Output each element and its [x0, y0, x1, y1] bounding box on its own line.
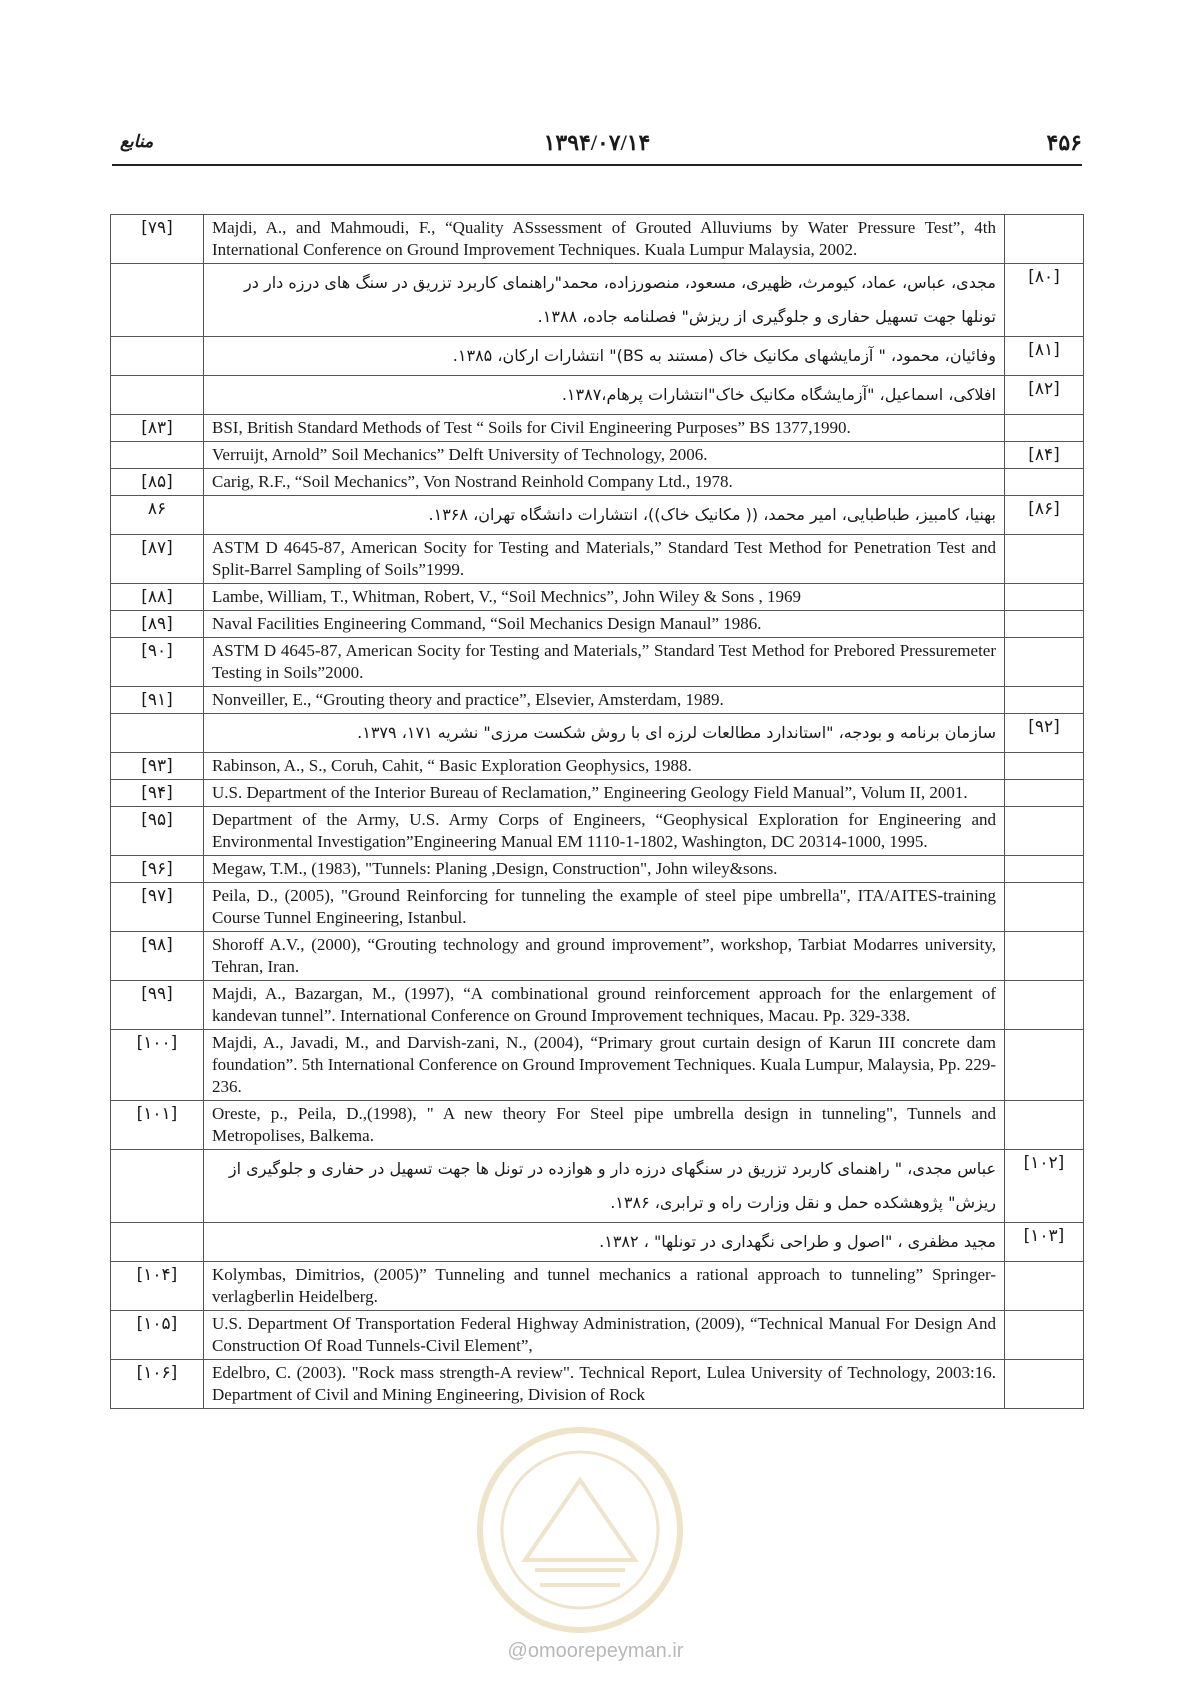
- reference-number-left: [111, 1223, 204, 1262]
- reference-text: ASTM D 4645-87, American Socity for Testing and Materials,” Standard Test Method for Penetration Test and Split-Barrel Sampling of Soils”1999.: [204, 535, 1005, 584]
- reference-row: [111, 687, 1084, 714]
- reference-number-left: [111, 376, 204, 415]
- reference-text: U.S. Department Of Transportation Federal Highway Administration, (2009), “Technical Manual For Design And Construction Of Road Tunnels-Civil Element”,: [204, 1311, 1005, 1360]
- reference-number-right: [1005, 638, 1084, 687]
- reference-number-left: [۹۳]: [111, 753, 204, 780]
- reference-text: Department of the Army, U.S. Army Corps of Engineers, “Geophysical Exploration for Engineering and Environmental Investigation”Engineering Manual EM 1110-1-1802, Washington, DC 20314-1000, 1995.: [204, 807, 1005, 856]
- references-table: [110, 214, 1084, 1409]
- reference-number-left: [۸۹]: [111, 611, 204, 638]
- reference-row: [111, 376, 1084, 415]
- reference-text: ASTM D 4645-87, American Socity for Testing and Materials,” Standard Test Method for Prebored Pressuremeter Testing in Soils”2000.: [204, 638, 1005, 687]
- reference-number-left: [۸۳]: [111, 415, 204, 442]
- reference-number-right: [1005, 981, 1084, 1030]
- reference-number-right: [1005, 753, 1084, 780]
- header-date: ۱۳۹۴/۰۷/۱۴: [543, 130, 651, 155]
- reference-text: Megaw, T.M., (1983), "Tunnels: Planing ,Design, Construction", John wiley&sons.: [204, 856, 1005, 883]
- reference-text: سازمان برنامه و بودجه، "استاندارد مطالعات لرزه ای با روش شکست مرزی" نشریه ۱۷۱، ۱۳۷۹.: [204, 714, 1005, 753]
- reference-row: [111, 415, 1084, 442]
- reference-number-right: [۱۰۳]: [1005, 1223, 1084, 1262]
- reference-row: [111, 1101, 1084, 1150]
- reference-text: افلاکی، اسماعیل، "آزمایشگاه مکانیک خاک"انتشارات پرهام،۱۳۸۷.: [204, 376, 1005, 415]
- reference-number-left: [۷۹]: [111, 215, 204, 264]
- reference-row: [111, 535, 1084, 584]
- reference-row: [111, 1262, 1084, 1311]
- reference-number-right: [1005, 780, 1084, 807]
- reference-text: Nonveiller, E., “Grouting theory and practice”, Elsevier, Amsterdam, 1989.: [204, 687, 1005, 714]
- reference-number-left: [111, 442, 204, 469]
- reference-row: [111, 215, 1084, 264]
- reference-number-right: [۸۱]: [1005, 337, 1084, 376]
- reference-number-left: [۹۸]: [111, 932, 204, 981]
- reference-row: [111, 753, 1084, 780]
- reference-number-left: [111, 337, 204, 376]
- reference-number-right: [1005, 932, 1084, 981]
- footer-site: @omoorepeyman.ir: [507, 1640, 684, 1662]
- page-number: ۴۵۶: [1046, 130, 1082, 155]
- reference-text: Lambe, William, T., Whitman, Robert, V., “Soil Mechnics”, John Wiley & Sons , 1969: [204, 584, 1005, 611]
- reference-text: بهنیا، کامبیز، طباطبایی، امیر محمد، (( مکانیک خاک))، انتشارات دانشگاه تهران، ۱۳۶۸.: [204, 496, 1005, 535]
- reference-number-right: [1005, 1101, 1084, 1150]
- reference-row: [111, 1223, 1084, 1262]
- reference-number-right: [۹۲]: [1005, 714, 1084, 753]
- reference-number-right: [1005, 415, 1084, 442]
- reference-number-left: [۱۰۴]: [111, 1262, 204, 1311]
- reference-number-right: [1005, 1360, 1084, 1409]
- reference-number-right: [1005, 1030, 1084, 1101]
- reference-text: Majdi, A., and Mahmoudi, F., “Quality ASssessment of Grouted Alluviums by Water Pressure Test”, 4th International Conference on Ground Improvement Techniques. Kuala Lumpur Malaysia, 2002.: [204, 215, 1005, 264]
- reference-text: عباس مجدی، " راهنمای کاربرد تزریق در سنگهای درزه دار و هوازده در تونل ها جهت تسهیل در حفاری و جلوگیری از ریزش" پژوهشکده حمل و نقل وزارت راه و ترابری، ۱۳۸۶.: [204, 1150, 1005, 1223]
- reference-text: Verruijt, Arnold” Soil Mechanics” Delft University of Technology, 2006.: [204, 442, 1005, 469]
- reference-number-right: [۸۴]: [1005, 442, 1084, 469]
- reference-number-right: [1005, 469, 1084, 496]
- reference-number-left: [۹۴]: [111, 780, 204, 807]
- reference-row: [111, 807, 1084, 856]
- reference-row: [111, 584, 1084, 611]
- reference-row: [111, 337, 1084, 376]
- reference-number-left: [۸۸]: [111, 584, 204, 611]
- reference-text: U.S. Department of the Interior Bureau of Reclamation,” Engineering Geology Field Manual”, Volum II, 2001.: [204, 780, 1005, 807]
- reference-text: Majdi, A., Javadi, M., and Darvish-zani, N., (2004), “Primary grout curtain design of Karun III concrete dam foundation”. 5th International Conference on Ground Improvement Techniques. Kuala Lumpur, Malaysia, Pp. 229-236.: [204, 1030, 1005, 1101]
- reference-text: وفائیان، محمود، " آزمایشهای مکانیک خاک (مستند به BS)" انتشارات ارکان، ۱۳۸۵.: [204, 337, 1005, 376]
- reference-text: Oreste, p., Peila, D.,(1998), " A new theory For Steel pipe umbrella design in tunneling", Tunnels and Metropolises, Balkema.: [204, 1101, 1005, 1150]
- reference-number-right: [1005, 1311, 1084, 1360]
- reference-number-right: [1005, 883, 1084, 932]
- reference-row: [111, 714, 1084, 753]
- reference-row: [111, 442, 1084, 469]
- reference-row: [111, 611, 1084, 638]
- reference-number-right: [1005, 1262, 1084, 1311]
- reference-number-right: [1005, 215, 1084, 264]
- reference-number-left: ۸۶: [111, 496, 204, 535]
- reference-text: مجدی، عباس، عماد، کیومرث، ظهیری، مسعود، منصورزاده، محمد"راهنمای کاربرد تزریق در سنگ های درزه دار در تونلها جهت تسهیل حفاری و جلوگیری از ریزش" فصلنامه جاده، ۱۳۸۸.: [204, 264, 1005, 337]
- reference-number-right: [1005, 807, 1084, 856]
- reference-number-right: [۸۰]: [1005, 264, 1084, 337]
- reference-text: Majdi, A., Bazargan, M., (1997), “A combinational ground reinforcement approach for the enlargement of kandevan tunnel”. International Conference on Ground Improvement techniques, Macau. Pp. 329-338.: [204, 981, 1005, 1030]
- reference-row: [111, 469, 1084, 496]
- reference-number-left: [۸۷]: [111, 535, 204, 584]
- reference-text: Shoroff A.V., (2000), “Grouting technology and ground improvement”, workshop, Tarbiat Modarres university, Tehran, Iran.: [204, 932, 1005, 981]
- reference-number-right: [1005, 611, 1084, 638]
- reference-row: [111, 883, 1084, 932]
- reference-number-left: [۹۱]: [111, 687, 204, 714]
- reference-number-right: [1005, 856, 1084, 883]
- reference-text: Naval Facilities Engineering Command, “Soil Mechanics Design Manaul” 1986.: [204, 611, 1005, 638]
- reference-row: [111, 264, 1084, 337]
- reference-number-left: [۹۵]: [111, 807, 204, 856]
- reference-number-right: [۸۶]: [1005, 496, 1084, 535]
- reference-number-right: [1005, 535, 1084, 584]
- reference-text: Kolymbas, Dimitrios, (2005)” Tunneling and tunnel mechanics a rational approach to tunneling” Springer-verlagberlin Heidelberg.: [204, 1262, 1005, 1311]
- reference-number-right: [۱۰۲]: [1005, 1150, 1084, 1223]
- reference-row: [111, 1030, 1084, 1101]
- reference-row: [111, 932, 1084, 981]
- reference-text: Edelbro, C. (2003). "Rock mass strength-A review". Technical Report, Lulea University of Technology, 2003:16. Department of Civil and Mining Engineering, Division of Rock: [204, 1360, 1005, 1409]
- reference-number-left: [۹۶]: [111, 856, 204, 883]
- publisher-seal-watermark: [470, 1420, 690, 1640]
- reference-number-left: [۹۰]: [111, 638, 204, 687]
- reference-row: [111, 1360, 1084, 1409]
- header-rule: [112, 164, 1082, 166]
- reference-text: BSI, British Standard Methods of Test “ Soils for Civil Engineering Purposes” BS 1377,1990.: [204, 415, 1005, 442]
- reference-row: [111, 780, 1084, 807]
- reference-number-left: [۸۵]: [111, 469, 204, 496]
- reference-number-left: [111, 1150, 204, 1223]
- reference-row: [111, 496, 1084, 535]
- reference-text: Rabinson, A., S., Coruh, Cahit, “ Basic Exploration Geophysics, 1988.: [204, 753, 1005, 780]
- reference-number-left: [111, 264, 204, 337]
- reference-text: Peila, D., (2005), "Ground Reinforcing for tunneling the example of steel pipe umbrella", ITA/AITES-training Course Tunnel Engineering, Istanbul.: [204, 883, 1005, 932]
- reference-row: [111, 638, 1084, 687]
- reference-row: [111, 1311, 1084, 1360]
- reference-number-left: [۱۰۱]: [111, 1101, 204, 1150]
- reference-number-right: [۸۲]: [1005, 376, 1084, 415]
- page-header: [112, 130, 1082, 170]
- reference-row: [111, 856, 1084, 883]
- section-title: منابع: [120, 132, 154, 151]
- reference-number-left: [۹۷]: [111, 883, 204, 932]
- reference-number-left: [111, 714, 204, 753]
- reference-text: Carig, R.F., “Soil Mechanics”, Von Nostrand Reinhold Company Ltd., 1978.: [204, 469, 1005, 496]
- reference-number-right: [1005, 584, 1084, 611]
- reference-number-left: [۱۰۵]: [111, 1311, 204, 1360]
- reference-number-left: [۱۰۶]: [111, 1360, 204, 1409]
- reference-row: [111, 1150, 1084, 1223]
- reference-number-left: [۹۹]: [111, 981, 204, 1030]
- reference-number-left: [۱۰۰]: [111, 1030, 204, 1101]
- reference-text: مجید مظفری ، "اصول و طراحی نگهداری در تونلها" ، ۱۳۸۲.: [204, 1223, 1005, 1262]
- reference-number-right: [1005, 687, 1084, 714]
- reference-row: [111, 981, 1084, 1030]
